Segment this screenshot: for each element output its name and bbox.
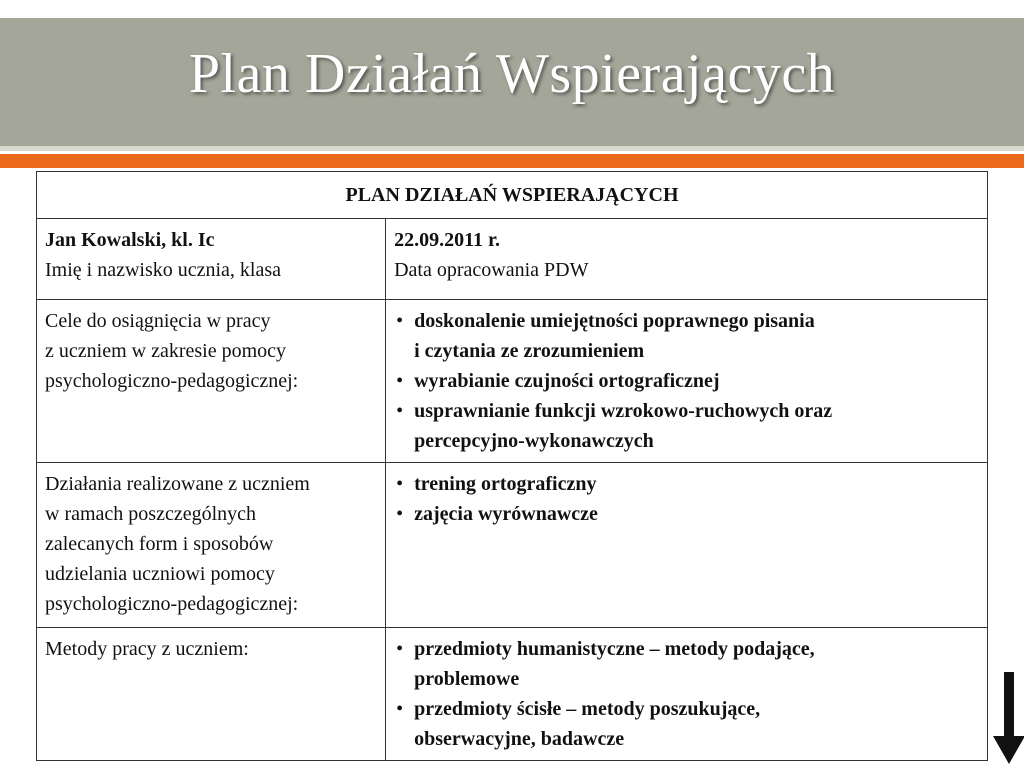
- list-item-line: • zajęcia wyrównawcze: [414, 503, 598, 525]
- list-item: [394, 396, 979, 456]
- actions-label-line: psychologiczno-pedagogicznej:: [45, 593, 299, 615]
- actions-label-cell: [37, 463, 386, 628]
- methods-list-cell: [386, 628, 988, 761]
- list-item-line: • doskonalenie umiejętności poprawnego pisania: [414, 310, 815, 332]
- list-item-line: percepcyjno-wykonawczych: [414, 430, 654, 452]
- table-row-meta: [37, 219, 988, 300]
- list-item: [394, 499, 979, 529]
- list-item: [394, 366, 979, 396]
- list-item-line: • przedmioty humanistyczne – metody podające,: [414, 638, 815, 660]
- list-item: [394, 634, 979, 694]
- date-value: 22.09.2011 r.: [394, 229, 501, 251]
- methods-list: [394, 634, 979, 754]
- methods-label: Metody pracy z uczniem:: [45, 638, 249, 660]
- methods-label-cell: [37, 628, 386, 761]
- list-item-line: • wyrabianie czujności ortograficznej: [414, 370, 720, 392]
- list-item-line: obserwacyjne, badawcze: [414, 728, 625, 750]
- list-item: [394, 469, 979, 499]
- table-header-row: [37, 172, 988, 219]
- actions-label-line: zalecanych form i sposobów: [45, 533, 274, 555]
- actions-label-line: Działania realizowane z uczniem: [45, 473, 310, 495]
- goals-label-cell: [37, 300, 386, 463]
- list-item-line: problemowe: [414, 668, 520, 690]
- goals-list-cell: [386, 300, 988, 463]
- goals-label-line: psychologiczno-pedagogicznej:: [45, 370, 299, 392]
- list-item: [394, 306, 979, 366]
- slide-title: Plan Działań Wspierających: [188, 43, 836, 105]
- table-row-actions: [37, 463, 988, 628]
- student-label: Imię i nazwisko ucznia, klasa: [45, 259, 282, 281]
- down-arrow-icon[interactable]: [993, 672, 1024, 764]
- actions-label-line: udzielania uczniowi pomocy: [45, 563, 275, 585]
- list-item-line: • usprawnianie funkcji wzrokowo-ruchowych oraz: [414, 400, 833, 422]
- actions-label-line: w ramach poszczególnych: [45, 503, 257, 525]
- goals-list: [394, 306, 979, 456]
- list-item-line: • przedmioty ścisłe – metody poszukujące,: [414, 698, 761, 720]
- divider-stripe: [0, 146, 1024, 151]
- student-name-class: Jan Kowalski, kl. Ic: [45, 229, 215, 251]
- table-row-goals: [37, 300, 988, 463]
- date-label: Data opracowania PDW: [394, 259, 589, 281]
- date-cell: [386, 219, 988, 300]
- list-item: [394, 694, 979, 754]
- plan-table: [36, 171, 988, 761]
- student-cell: [37, 219, 386, 300]
- table-header: PLAN DZIAŁAŃ WSPIERAJĄCYCH: [37, 172, 988, 219]
- list-item-line: • trening ortograficzny: [414, 473, 597, 495]
- list-item-line: i czytania ze zrozumieniem: [414, 340, 645, 362]
- goals-label-line: z uczniem w zakresie pomocy: [45, 340, 287, 362]
- goals-label-line: Cele do osiągnięcia w pracy: [45, 310, 271, 332]
- actions-list-cell: [386, 463, 988, 628]
- table-row-methods: [37, 628, 988, 761]
- accent-stripe: [0, 154, 1024, 168]
- actions-list: [394, 469, 979, 529]
